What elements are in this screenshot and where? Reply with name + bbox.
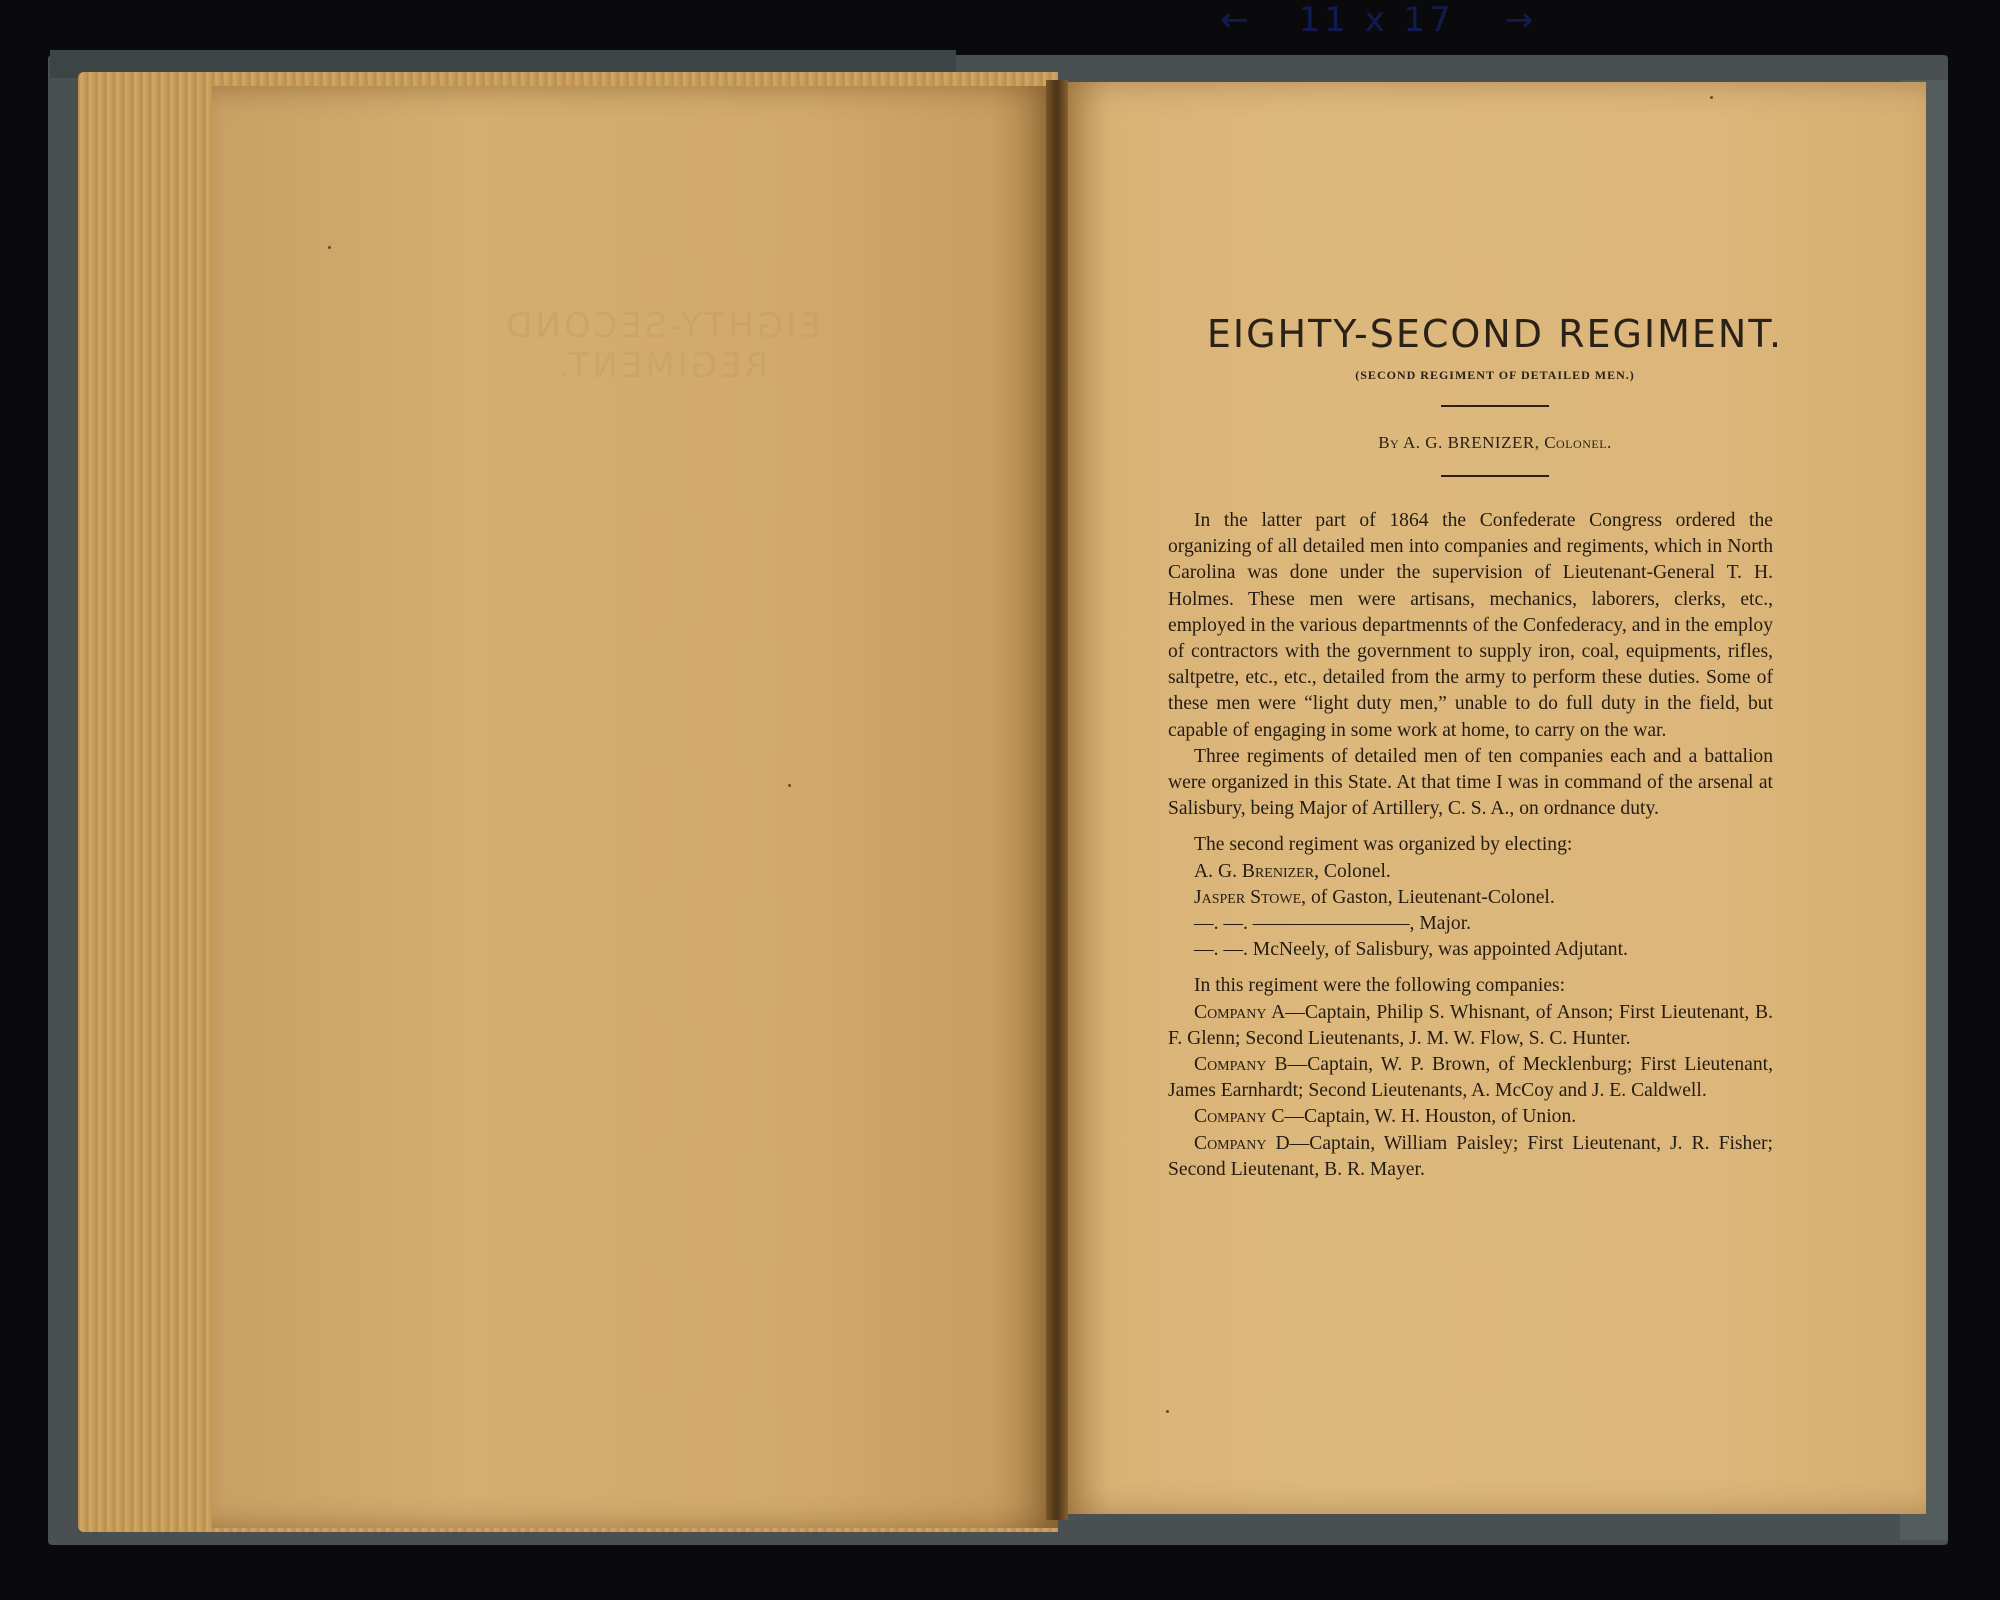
page-header <box>1150 312 1840 477</box>
officer-line <box>1168 937 1773 963</box>
body-text <box>1168 508 1773 1183</box>
officer-line <box>1168 885 1773 911</box>
company-text: —Captain, W. P. Brown, of Mecklenburg; First Lieutenant, James Earnhardt; Second Lieutenants, A. McCoy and J. E. Caldwell. <box>1168 1054 1773 1102</box>
page-subtitle: (SECOND REGIMENT OF DETAILED MEN.) <box>1355 368 1635 382</box>
company-text: —Captain, W. H. Houston, of Union. <box>1284 1106 1577 1128</box>
paragraph: Three regiments of detailed men of ten companies each and a battalion were organized in this State. At that time I was in command of the arsenal at Salisbury, being Major of Artillery, C. S. A., on ordnance duty. <box>1168 745 1773 820</box>
page-speck <box>788 784 791 787</box>
scale-ruler <box>1220 0 1560 40</box>
officer-role: Colonel. <box>1323 860 1391 882</box>
divider <box>1441 405 1549 407</box>
book-gutter <box>1046 80 1068 1520</box>
byline-rank: Colonel. <box>1544 433 1612 452</box>
paragraph: In the latter part of 1864 the Confederate Congress ordered the organizing of all detailed men into companies and regiments, which in North Carolina was done under the supervision of Lieutenant-General T. H. Holmes. These men were artisans, mechanics, laborers, clerks, etc., employed in the various departmennts of the Confederacy, and in the employ of contractors with the government to supply iron, coal, equipments, rifles, saltpetre, etc., etc., detailed from the army to perform these duties. Some of these men were “light duty men,” unable to do full duty in the field, but capable of engaging in some work at home, to carry on the war. <box>1168 510 1773 741</box>
company-entry <box>1168 1131 1773 1183</box>
page-title: EIGHTY-SECOND REGIMENT. <box>1206 312 1784 356</box>
officer-name: A. G. Brenizer, <box>1194 860 1319 882</box>
officers-intro: The second regiment was organized by electing: <box>1194 834 1573 856</box>
officer-name: —. —. <box>1194 939 1248 961</box>
companies-intro: In this regiment were the following companies: <box>1194 975 1566 997</box>
arrow-left-icon: ← <box>1220 0 1249 40</box>
divider <box>1441 475 1549 477</box>
officer-line <box>1168 859 1773 885</box>
officer-line <box>1168 911 1773 937</box>
page-speck <box>328 246 331 249</box>
page-speck <box>1166 1410 1169 1413</box>
bleed-through-title: EIGHTY-SECOND REGIMENT. <box>503 306 821 386</box>
byline-name: A. G. BRENIZER, <box>1403 433 1540 452</box>
scale-ruler-text: 11 x 17 <box>1298 0 1455 40</box>
officer-name: —. —. ————————, <box>1194 913 1415 935</box>
officer-name: Jasper Stowe, <box>1194 886 1307 908</box>
company-label: Company B <box>1194 1054 1288 1076</box>
left-page <box>212 86 1058 1528</box>
company-label: Company D <box>1194 1132 1290 1154</box>
company-label: Company C <box>1194 1106 1285 1128</box>
byline <box>1150 433 1840 453</box>
company-label: Company A <box>1194 1001 1286 1023</box>
company-entry <box>1168 1104 1773 1130</box>
officer-role: of Gaston, Lieutenant-Colonel. <box>1310 886 1555 908</box>
arrow-right-icon: → <box>1504 0 1534 40</box>
company-text: —Captain, Philip S. Whisnant, of Anson; First Lieutenant, B. F. Glenn; Second Lieutenants, J. M. W. Flow, S. C. Hunter. <box>1168 1001 1773 1049</box>
byline-by: By <box>1378 433 1400 452</box>
officer-role: McNeely, of Salisbury, was appointed Adjutant. <box>1252 939 1628 961</box>
company-text: —Captain, William Paisley; First Lieutenant, J. R. Fisher; Second Lieutenant, B. R. Mayer. <box>1168 1132 1773 1180</box>
officer-role: Major. <box>1419 913 1472 935</box>
company-entry <box>1168 1000 1773 1052</box>
company-entry <box>1168 1052 1773 1104</box>
page-speck <box>1710 96 1713 99</box>
